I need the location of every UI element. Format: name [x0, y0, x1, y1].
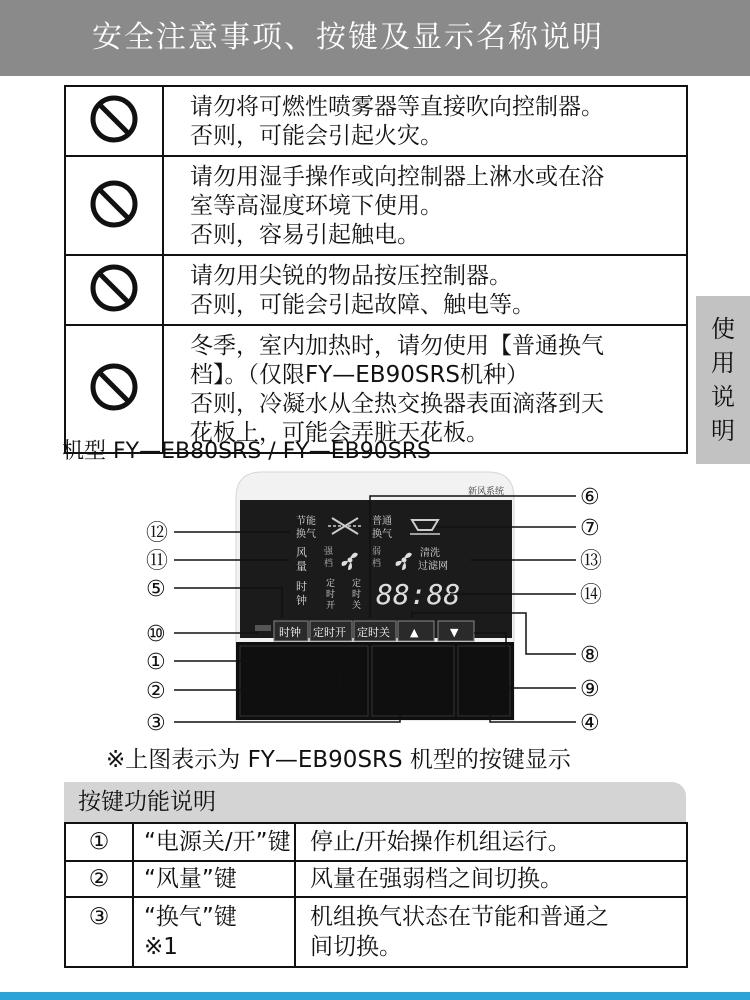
side-tab-usage-guide: [696, 296, 750, 464]
level-label: 档: [372, 559, 382, 569]
level-label: 档: [324, 559, 334, 569]
warning-line: 请勿用尖锐的物品按压控制器。: [190, 263, 512, 289]
normal-label: 换气: [372, 529, 392, 540]
key-number: ①: [65, 823, 133, 861]
warning-line: 档】。（仅限FY—EB90SRS机种）: [190, 362, 530, 388]
page-title: 安全注意事项、按键及显示名称说明: [92, 20, 604, 55]
key-name: [133, 861, 295, 897]
key-description: [295, 823, 687, 861]
warning-line: 否则，可能会引起火灾。: [190, 123, 443, 149]
callout-numbers-left: [146, 521, 168, 736]
timer-on-button-label: 定时开: [313, 626, 346, 639]
side-tab-char: 用: [711, 349, 735, 377]
key-desc-line: 风量在强弱档之间切换。: [310, 866, 563, 892]
key-name-line: ※1: [144, 934, 178, 960]
timer-on-label: 开: [326, 601, 336, 611]
warning-line: 否则，容易引起触电。: [190, 222, 420, 248]
key-name: [133, 823, 295, 861]
key-name-line: “风量”键: [144, 866, 237, 892]
warning-line: 否则，可能会引起故障、触电等。: [190, 292, 535, 318]
key-description: [295, 897, 687, 967]
up-button-icon: ▲: [410, 626, 419, 639]
eco-label: 换气: [296, 529, 316, 540]
key-row: [65, 861, 687, 897]
callout-11: ⑪: [146, 549, 169, 574]
warning-line: 冬季，室内加热时，请勿使用【普通换气: [190, 333, 604, 359]
key-functions-table: [64, 822, 688, 968]
normal-label: 普通: [372, 516, 392, 527]
callout-8: ⑧: [580, 643, 600, 668]
model-label: 机型 FY—EB80SRS / FY—EB90SRS: [62, 439, 431, 464]
key-row: [65, 897, 687, 967]
callout-numbers-right: [580, 485, 602, 736]
strong-label: 强: [324, 547, 334, 557]
side-tab-char: 明: [711, 417, 735, 445]
prohibited-icon: [88, 93, 140, 145]
timer-off-button-label: 定时关: [357, 626, 390, 639]
key-number: ③: [65, 897, 133, 967]
fan-label: 量: [296, 560, 307, 573]
eco-label: 节能: [296, 516, 316, 527]
warning-line: 室等高湿度环境下使用。: [190, 193, 443, 219]
time-display: 88:88: [376, 578, 461, 611]
warning-icon-cell: [65, 86, 163, 156]
timer-off-label: 定: [352, 579, 362, 589]
callout-9: ⑨: [580, 677, 600, 702]
warning-text: [163, 156, 687, 255]
key-desc-line: 机组换气状态在节能和普通之: [310, 904, 609, 930]
side-tab-char: 说: [711, 383, 735, 411]
callout-3: ③: [146, 711, 166, 736]
warning-line: 花板上，可能会弄脏天花板。: [190, 420, 489, 446]
prohibited-icon: [88, 361, 140, 413]
key-desc-line: 停止/开始操作机组运行。: [310, 829, 571, 855]
bottom-accent-bar: [0, 992, 750, 1000]
key-description: [295, 861, 687, 897]
callout-6: ⑥: [580, 485, 600, 510]
filter-label: 清洗: [420, 548, 440, 559]
key-name: [133, 897, 295, 967]
clock-label: 钟: [296, 594, 307, 607]
warning-line: 否则，冷凝水从全热交换器表面滴落到天: [190, 391, 604, 417]
warning-row: [65, 255, 687, 325]
warning-row: [65, 86, 687, 156]
keys-section-title: 按键功能说明: [64, 782, 686, 822]
diagram-note: ※上图表示为 FY—EB90SRS 机型的按键显示: [106, 747, 571, 773]
callout-14: ⑭: [580, 583, 603, 608]
warning-line: 请勿将可燃性喷雾器等直接吹向控制器。: [190, 94, 604, 120]
callout-4: ④: [580, 711, 600, 736]
callout-5: ⑤: [146, 577, 166, 602]
warning-row: [65, 156, 687, 255]
prohibited-icon: [88, 262, 140, 314]
page-header: [0, 0, 750, 76]
key-number: ②: [65, 861, 133, 897]
filter-label: 过滤网: [418, 561, 448, 572]
system-label: 新风系统: [468, 487, 505, 497]
key-desc-line: 间切换。: [310, 934, 402, 960]
controller-diagram-svg: [0, 470, 750, 740]
warning-text: [163, 255, 687, 325]
callout-12: ⑫: [146, 521, 169, 546]
timer-on-label: 定: [326, 579, 336, 589]
timer-on-label: 时: [326, 590, 336, 600]
callout-7: ⑦: [580, 516, 600, 541]
warning-icon-cell: [65, 156, 163, 255]
down-button-icon: ▼: [450, 626, 459, 639]
prohibited-icon: [88, 178, 140, 230]
callout-10: ⑩: [146, 622, 166, 647]
controller-diagram: [0, 470, 750, 740]
warning-icon-cell: [65, 255, 163, 325]
button-area: [236, 642, 514, 720]
warning-text: [163, 86, 687, 156]
clock-button-label: 时钟: [279, 626, 301, 639]
key-name-line: “电源关/开”键: [144, 829, 291, 855]
safety-warnings-table: [64, 85, 688, 454]
callout-2: ②: [146, 679, 166, 704]
callout-1: ①: [146, 650, 166, 675]
key-name-line: “换气”键: [144, 904, 237, 930]
weak-label: 弱: [372, 547, 382, 557]
clock-label: 时: [296, 580, 307, 593]
warning-line: 请勿用湿手操作或向控制器上淋水或在浴: [190, 164, 604, 190]
key-row: [65, 823, 687, 861]
timer-off-label: 关: [352, 601, 362, 611]
power-indicator-led: [255, 625, 271, 631]
timer-off-label: 时: [352, 590, 362, 600]
side-tab-char: 使: [711, 315, 735, 343]
callout-13: ⑬: [580, 549, 603, 574]
fan-label: 风: [296, 546, 307, 559]
